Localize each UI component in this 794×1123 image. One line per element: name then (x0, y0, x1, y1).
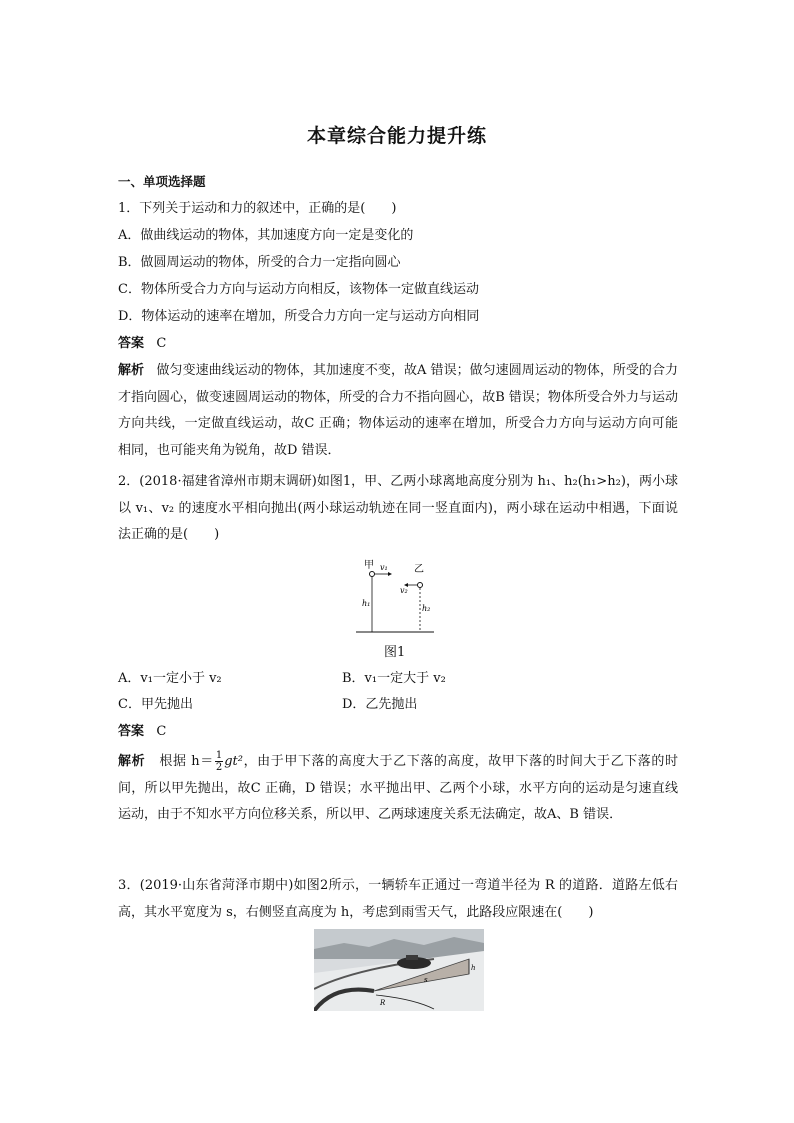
answer-label: 答案 (118, 336, 145, 351)
label-s: s (424, 976, 428, 984)
label-R: R (380, 999, 386, 1007)
answer-value: C (156, 724, 167, 739)
page-title: 本章综合能力提升练 (306, 125, 487, 147)
answer-value: C (156, 336, 167, 351)
label-v1: v₁ (380, 563, 388, 572)
analysis-formula-tail: gt² (224, 754, 243, 769)
v1-arrow (388, 572, 392, 576)
answer-label: 答案 (118, 724, 145, 739)
q2-answer (118, 723, 166, 741)
section-heading: 一、单项选择题 (118, 174, 206, 189)
label-h2: h₂ (422, 604, 431, 613)
analysis-text: 做匀变速曲线运动的物体，其加速度不变，故A 错误；做匀速圆周运动的物体，所受的合力才指向圆心，做变速圆周运动的物体，所受的合力不指向圆心，故B 错误；物体所受合外力与运动方向共线，一定做直线运动，故C 正确；物体运动的速率在增加，所受合力方向与运动方向可能相同，也可能夹角为锐角，故D 错误． (118, 363, 678, 458)
fraction-half: $\frac{1}{2}$ (215, 750, 223, 773)
q2-analysis (118, 749, 678, 829)
q1-stem: 1．下列关于运动和力的叙述中，正确的是( ) (118, 201, 397, 216)
label-v2: v₂ (400, 586, 408, 595)
ball-jia (370, 572, 375, 577)
q1-option-d: D．物体运动的速率在增加，所受合力方向一定与运动方向相同 (118, 309, 480, 324)
ball-yi (418, 583, 423, 588)
q2-option-c: C．甲先抛出 (118, 697, 193, 712)
label-h: h (471, 964, 476, 972)
analysis-formula-prefix: 根据 h＝ (159, 754, 214, 769)
q1-option-a: A．做曲线运动的物体，其加速度方向一定是变化的 (118, 228, 414, 243)
car-roof (406, 955, 418, 960)
label-jia: 甲 (364, 560, 374, 571)
q1-option-c: C．物体所受合力方向与运动方向相反，该物体一定做直线运动 (118, 282, 479, 297)
label-yi: 乙 (414, 564, 424, 575)
analysis-text: ，由于甲下落的高度大于乙下落的高度，故甲下落的时间大于乙下落的时间，所以甲先抛出，故C 正确，D 错误；水平抛出甲、乙两个小球，水平方向的运动是匀速直线运动，由于不知水平方向位移关系，所以甲、乙两球速度关系无法确定，故A、B 错误． (118, 754, 678, 822)
figure-2-photo (314, 929, 484, 1011)
q1-option-b: B．做圆周运动的物体，所受的合力一定指向圆心 (118, 255, 401, 270)
q3-stem: 3．(2019·山东省菏泽市期中)如图2所示，一辆轿车正通过一弯道半径为 R 的道路．道路左低右高，其水平宽度为 s，右侧竖直高度为 h，考虑到雨雪天气，此路段应限速在( ) (118, 878, 678, 920)
analysis-label: 解析 (118, 754, 146, 769)
figure-1-diagram (350, 556, 440, 634)
analysis-label: 解析 (118, 363, 145, 378)
q2-option-b: B．v₁一定大于 v₂ (342, 671, 446, 686)
figure-1-caption: 图1 (384, 645, 406, 660)
q1-answer (118, 335, 166, 353)
q2-stem: 2．(2018·福建省漳州市期末调研)如图1，甲、乙两小球离地高度分别为 h₁、h₂(h₁>h₂)，两小球以 v₁、v₂ 的速度水平相向抛出(两小球运动轨迹在同一竖直面内)，两小球在运动中相遇，下面说法正确的是( ) (118, 474, 678, 542)
q2-option-a: A．v₁一定小于 v₂ (118, 671, 222, 686)
q1-analysis (118, 358, 678, 464)
label-h1: h₁ (362, 599, 371, 608)
q2-option-d: D．乙先抛出 (342, 697, 418, 712)
